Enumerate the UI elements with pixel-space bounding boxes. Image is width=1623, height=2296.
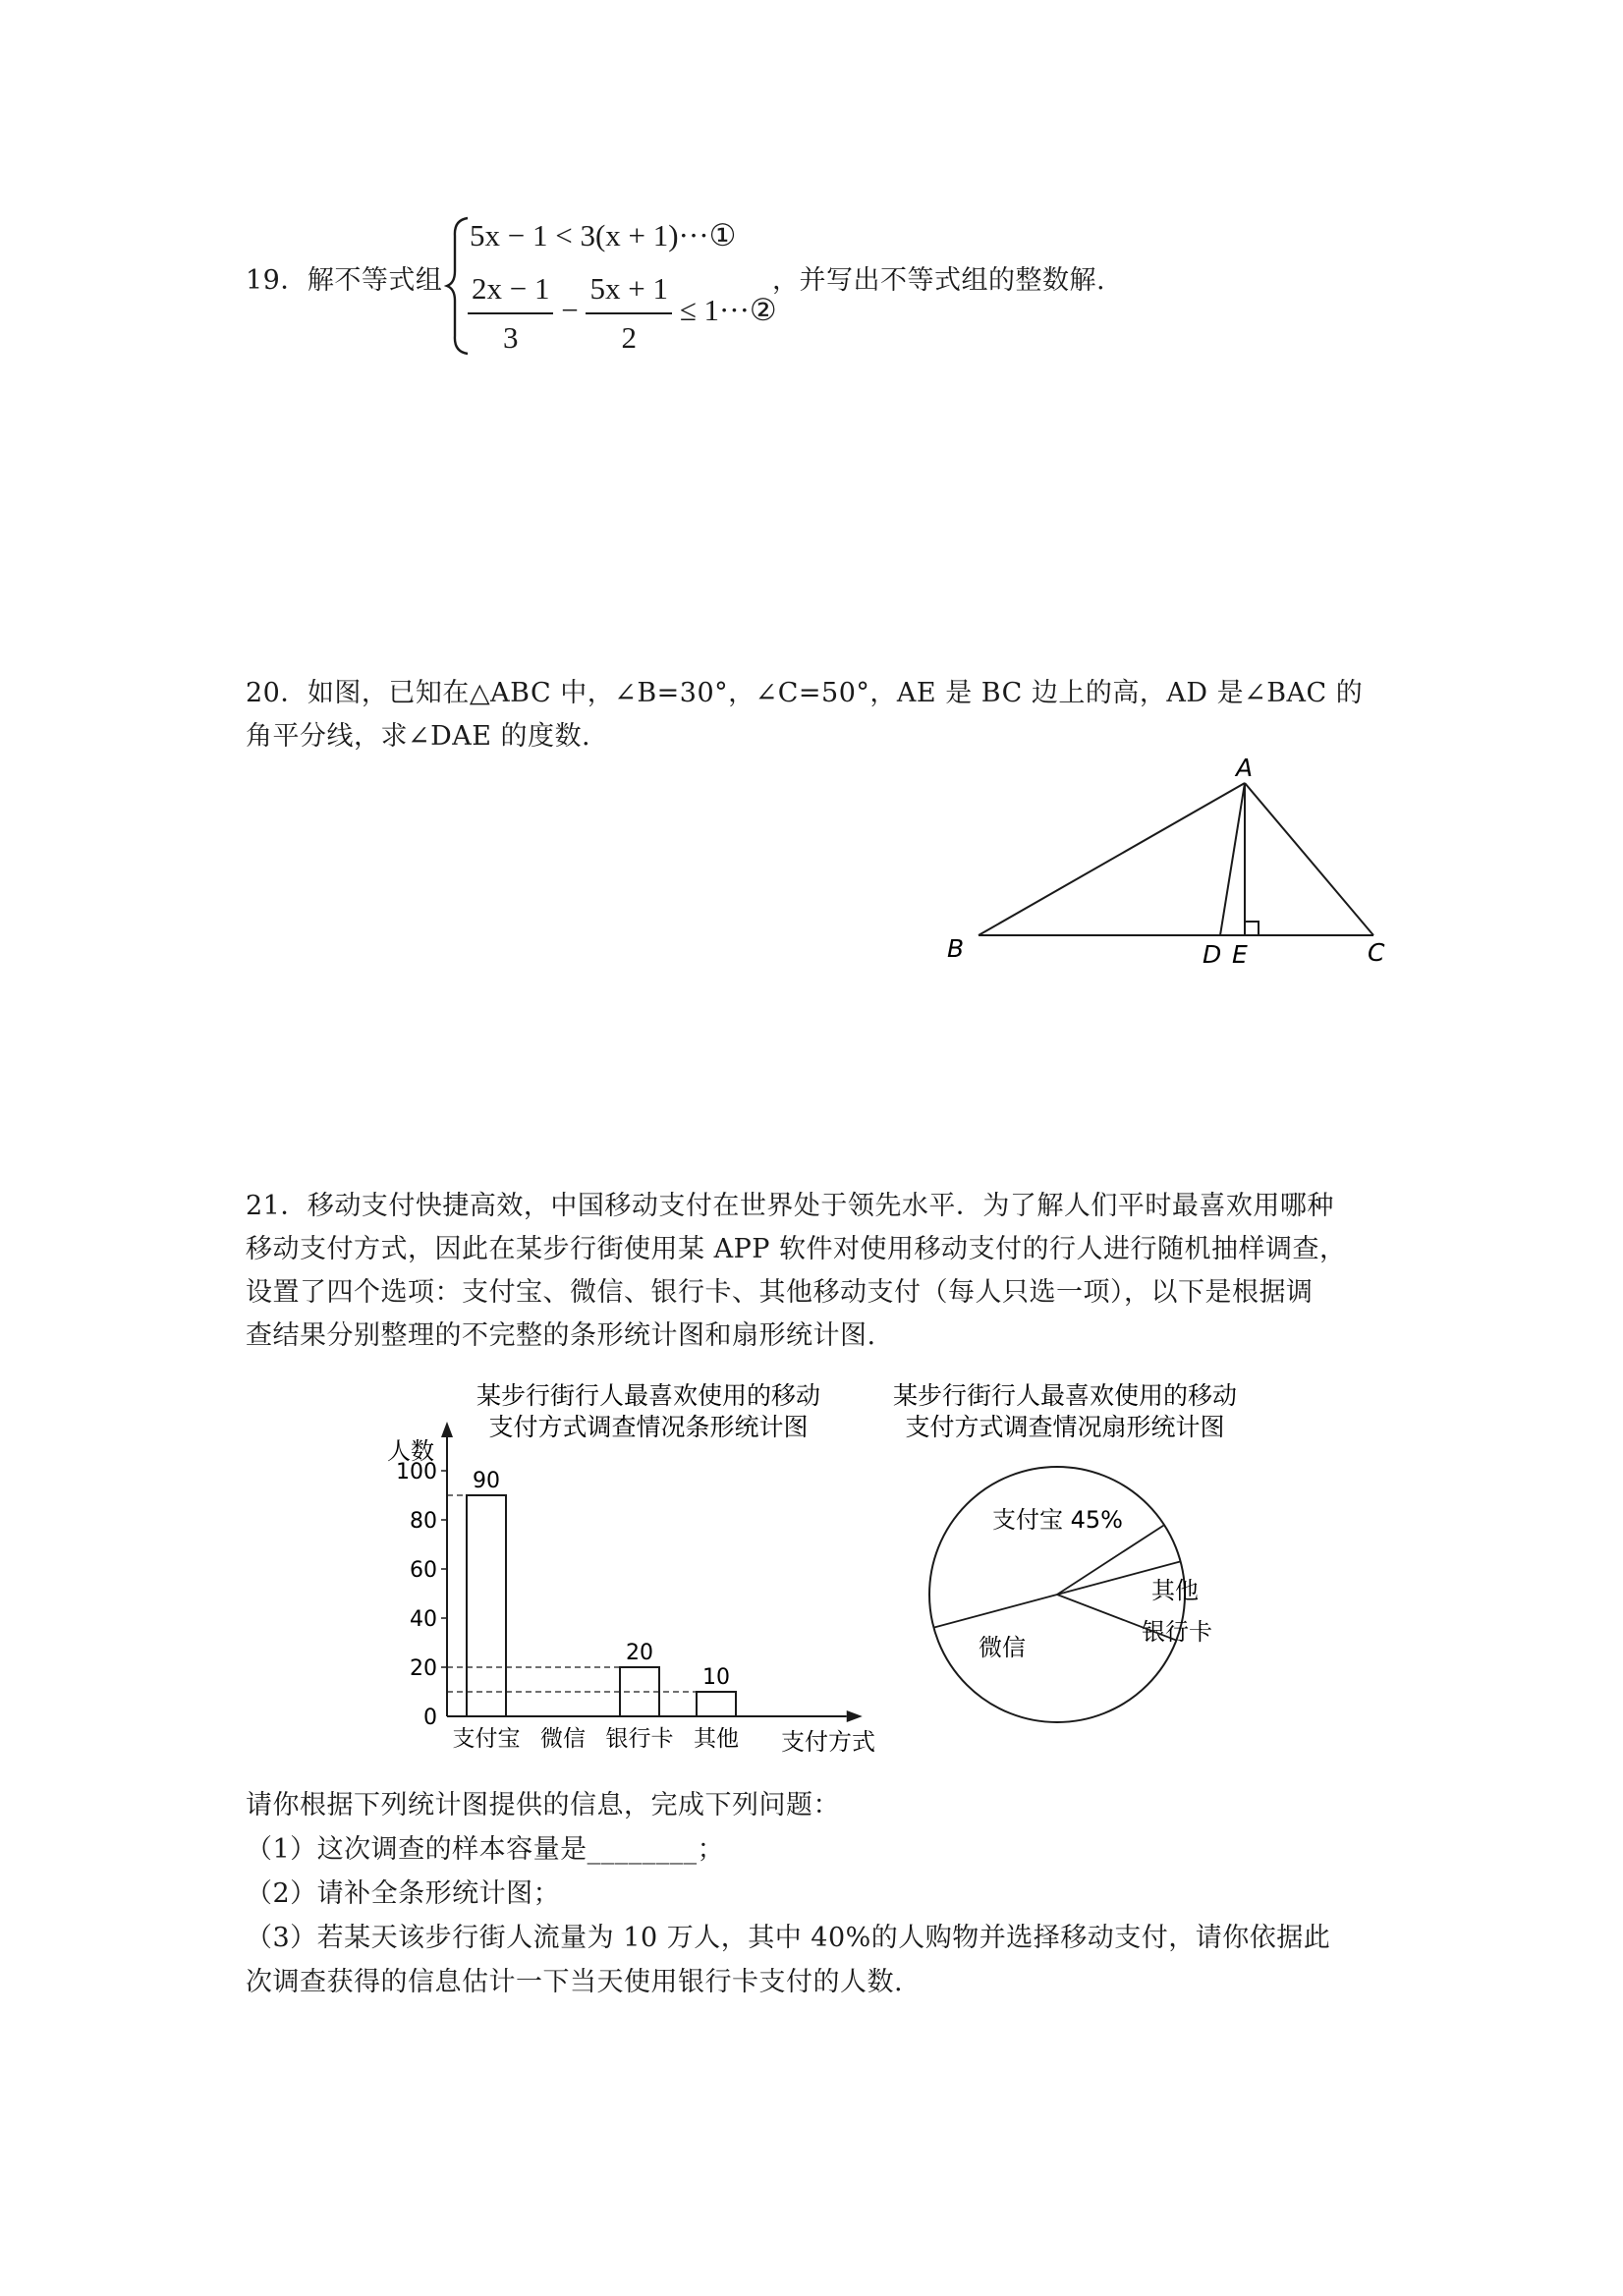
q21-after-1: 请你根据下列统计图提供的信息，完成下列问题： <box>246 1790 840 1820</box>
y-tick-label: 20 <box>410 1656 437 1681</box>
slice-label: 其他 <box>1151 1577 1199 1604</box>
bar-data-label: 90 <box>473 1469 500 1493</box>
bar-chart-ylabel: 人数 <box>387 1437 434 1465</box>
q19-number: 19． <box>246 265 308 296</box>
q20-line-2: 角平分线，求∠DAE 的度数. <box>246 721 591 752</box>
q21-part-2: （2）请补全条形统计图； <box>246 1878 561 1909</box>
inequality-2 <box>468 271 777 356</box>
pie-chart <box>884 1371 1277 1764</box>
q19-tail: ，并写出不等式组的整数解. <box>772 265 1106 296</box>
minus-sign: − <box>561 293 579 328</box>
pie-chart-title-line-2: 支付方式调查情况扇形统计图 <box>905 1413 1225 1441</box>
side-ac <box>1245 783 1373 935</box>
fraction-2-numerator: 5x + 1 <box>586 271 671 314</box>
bar <box>697 1692 736 1716</box>
x-axis-arrow <box>847 1710 863 1722</box>
q20-line-1: 20．如图，已知在△ABC 中，∠B=30°，∠C=50°，AE 是 BC 边上的高，AD 是∠BAC 的 <box>246 678 1364 708</box>
y-tick-label: 60 <box>410 1558 437 1583</box>
y-tick-label: 40 <box>410 1607 437 1632</box>
x-tick-label: 其他 <box>694 1726 739 1752</box>
q21-line-3: 设置了四个选项：支付宝、微信、银行卡、其他移动支付（每人只选一项），以下是根据调 <box>246 1277 1314 1308</box>
q21-line-1: 21．移动支付快捷高效，中国移动支付在世界处于领先水平．为了解人们平时最喜欢用哪种 <box>246 1191 1334 1221</box>
x-tick-label: 支付宝 <box>452 1726 521 1752</box>
q21-part-3-line-1: （3）若某天该步行街人流量为 10 万人，其中 40%的人购物并选择移动支付，请你依据此 <box>246 1923 1331 1953</box>
bar-data-label: 20 <box>626 1641 653 1665</box>
inequality-2-tail: ≤ 1···② <box>679 293 777 328</box>
bar-data-label: 10 <box>702 1665 730 1690</box>
bar-chart <box>373 1371 904 1764</box>
bar-chart-xlabel: 支付方式 <box>781 1728 875 1756</box>
inequality-1: 5x − 1 < 3(x + 1)···① <box>470 218 737 252</box>
bar <box>467 1495 506 1716</box>
side-ab <box>979 783 1245 935</box>
label-d: D <box>1203 940 1222 969</box>
q19-number-and-lead <box>246 258 442 304</box>
slice-label: 支付宝 45% <box>992 1506 1123 1534</box>
label-e: E <box>1232 940 1248 969</box>
x-tick-label: 银行卡 <box>605 1726 674 1752</box>
fraction-1-denominator: 3 <box>502 320 519 355</box>
slice-label: 微信 <box>979 1634 1026 1661</box>
q21-part-1: （1）这次调查的样本容量是________； <box>246 1834 725 1865</box>
y-tick-label: 0 <box>423 1706 437 1730</box>
y-tick-label: 80 <box>410 1509 437 1534</box>
q19-lead: 解不等式组 <box>307 265 443 296</box>
right-angle-mark <box>1245 922 1259 935</box>
fraction-2-denominator: 2 <box>621 320 637 355</box>
q21-line-4: 查结果分别整理的不完整的条形统计图和扇形统计图. <box>246 1320 876 1351</box>
fraction-2 <box>586 271 671 356</box>
y-tick-label: 100 <box>396 1460 437 1484</box>
bar-chart-title-line-1: 某步行街行人最喜欢使用的移动 <box>476 1381 821 1410</box>
label-a: A <box>1236 754 1254 782</box>
bar-chart-title-line-2: 支付方式调查情况条形统计图 <box>488 1413 809 1441</box>
fraction-1 <box>468 271 553 356</box>
label-c: C <box>1368 938 1385 967</box>
fraction-1-numerator: 2x − 1 <box>468 271 553 314</box>
q21-part-3-line-2: 次调查获得的信息估计一下当天使用银行卡支付的人数. <box>246 1967 904 1997</box>
slice-label: 银行卡 <box>1142 1618 1212 1646</box>
pie-chart-title-line-1: 某步行街行人最喜欢使用的移动 <box>892 1381 1238 1410</box>
bisector-ad <box>1220 783 1245 935</box>
q21-line-2: 移动支付方式，因此在某步行街使用某 APP 软件对使用移动支付的行人进行随机抽样调查， <box>246 1234 1347 1264</box>
y-axis-arrow <box>441 1422 453 1437</box>
x-tick-label: 微信 <box>540 1726 586 1752</box>
label-b: B <box>947 934 965 963</box>
triangle-figure <box>923 747 1415 973</box>
